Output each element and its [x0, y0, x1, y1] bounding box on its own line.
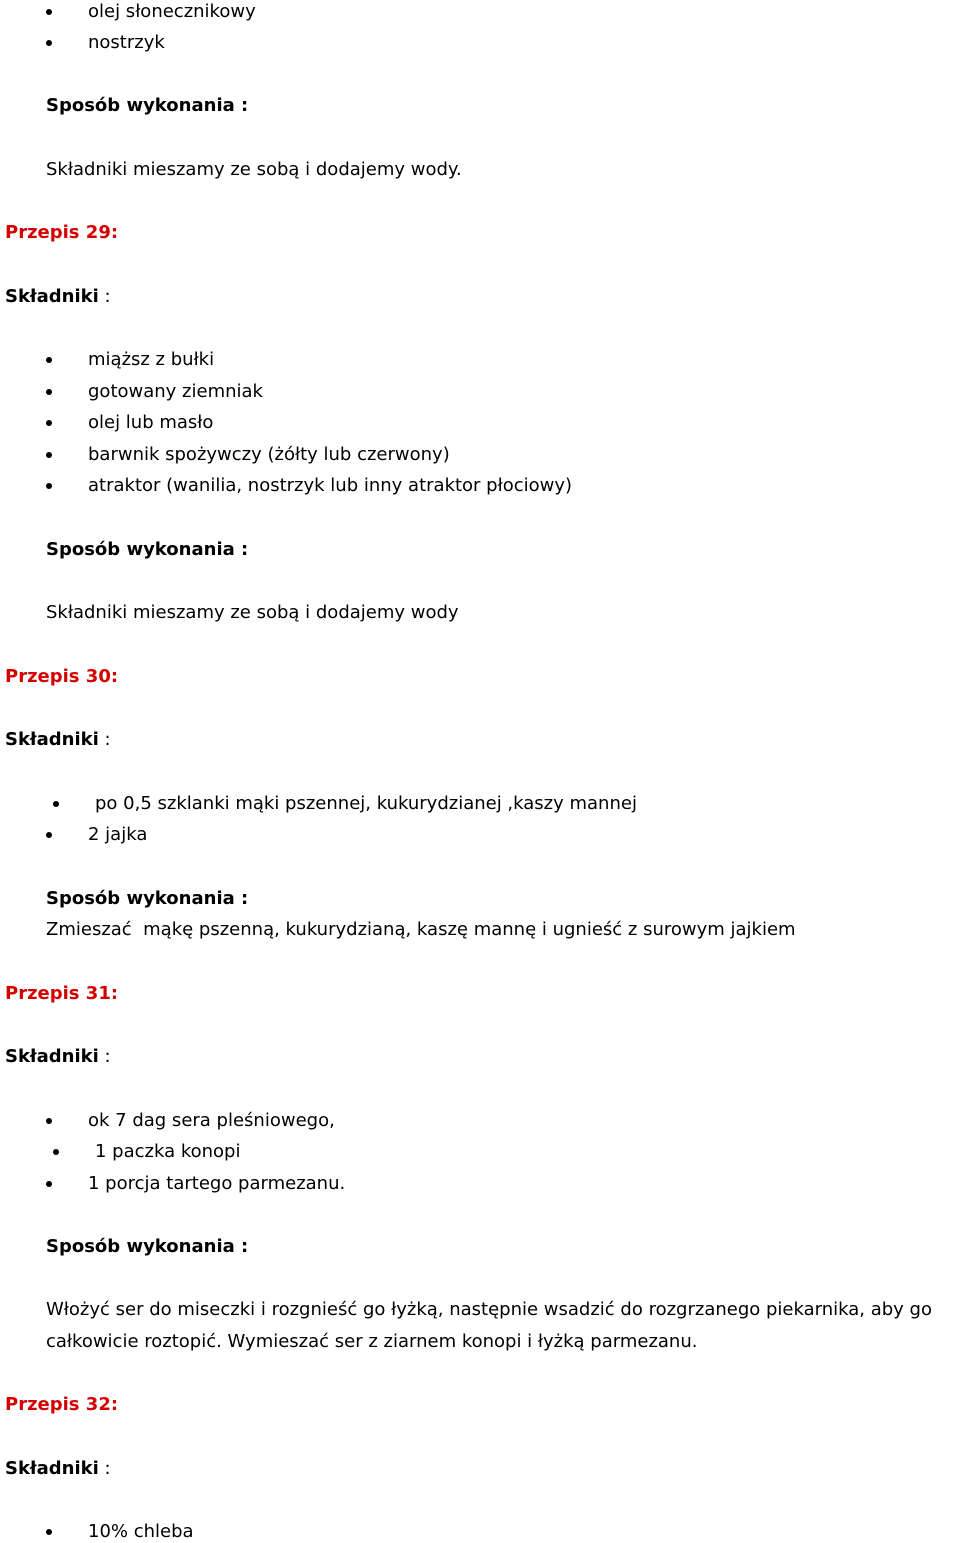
ingredient-item: 1 porcja tartego parmezanu.	[88, 1173, 346, 1194]
method-text: Składniki mieszamy ze sobą i dodajemy wody.	[46, 159, 462, 180]
ingredients-colon: :	[104, 286, 111, 307]
recipe-title: Przepis 32:	[5, 1394, 119, 1415]
method-text: Włożyć ser do miseczki i rozgnieść go łyżką, następnie wsadzić do rozgrzanego piekarnika, aby go	[46, 1299, 932, 1320]
method-heading: Sposób wykonania :	[46, 95, 249, 116]
ingredient-item: 2 jajka	[88, 824, 148, 845]
ingredients-label: Składniki	[5, 1046, 99, 1067]
ingredients-label: Składniki	[5, 286, 99, 307]
ingredient-item: barwnik spożywczy (żółty lub czerwony)	[88, 444, 450, 465]
method-heading: Sposób wykonania :	[46, 539, 249, 560]
recipe-title: Przepis 29:	[5, 222, 119, 243]
ingredient-item: miąższ z bułki	[88, 349, 215, 370]
ingredient-item: olej słonecznikowy	[88, 1, 256, 22]
ingredients-label: Składniki	[5, 729, 99, 750]
method-text: Zmieszać mąkę pszenną, kukurydzianą, kaszę mannę i ugnieść z surowym jajkiem	[46, 919, 796, 940]
recipe-title: Przepis 30:	[5, 666, 119, 687]
ingredient-item: 10% chleba	[88, 1521, 194, 1542]
method-text: całkowicie roztopić. Wymieszać ser z ziarnem konopi i łyżką parmezanu.	[46, 1331, 698, 1352]
ingredient-item: 1 paczka konopi	[95, 1141, 241, 1162]
ingredients-label: Składniki	[5, 1458, 99, 1479]
ingredient-item: atraktor (wanilia, nostrzyk lub inny atraktor płociowy)	[88, 475, 573, 496]
method-heading: Sposób wykonania :	[46, 888, 249, 909]
ingredients-heading	[5, 287, 111, 307]
ingredients-heading	[5, 730, 111, 750]
ingredient-item: nostrzyk	[88, 32, 165, 53]
ingredient-item: gotowany ziemniak	[88, 381, 263, 402]
method-heading: Sposób wykonania :	[46, 1236, 249, 1257]
ingredients-colon: :	[104, 729, 111, 750]
ingredients-heading	[5, 1459, 111, 1479]
recipe-title: Przepis 31:	[5, 983, 119, 1004]
ingredient-item: ok 7 dag sera pleśniowego,	[88, 1110, 335, 1131]
ingredient-item: olej lub masło	[88, 412, 214, 433]
ingredients-colon: :	[104, 1046, 111, 1067]
method-text: Składniki mieszamy ze sobą i dodajemy wody	[46, 602, 459, 623]
ingredients-colon: :	[104, 1458, 111, 1479]
ingredient-item: po 0,5 szklanki mąki pszennej, kukurydzianej ,kaszy mannej	[95, 793, 637, 814]
ingredients-heading	[5, 1047, 111, 1067]
